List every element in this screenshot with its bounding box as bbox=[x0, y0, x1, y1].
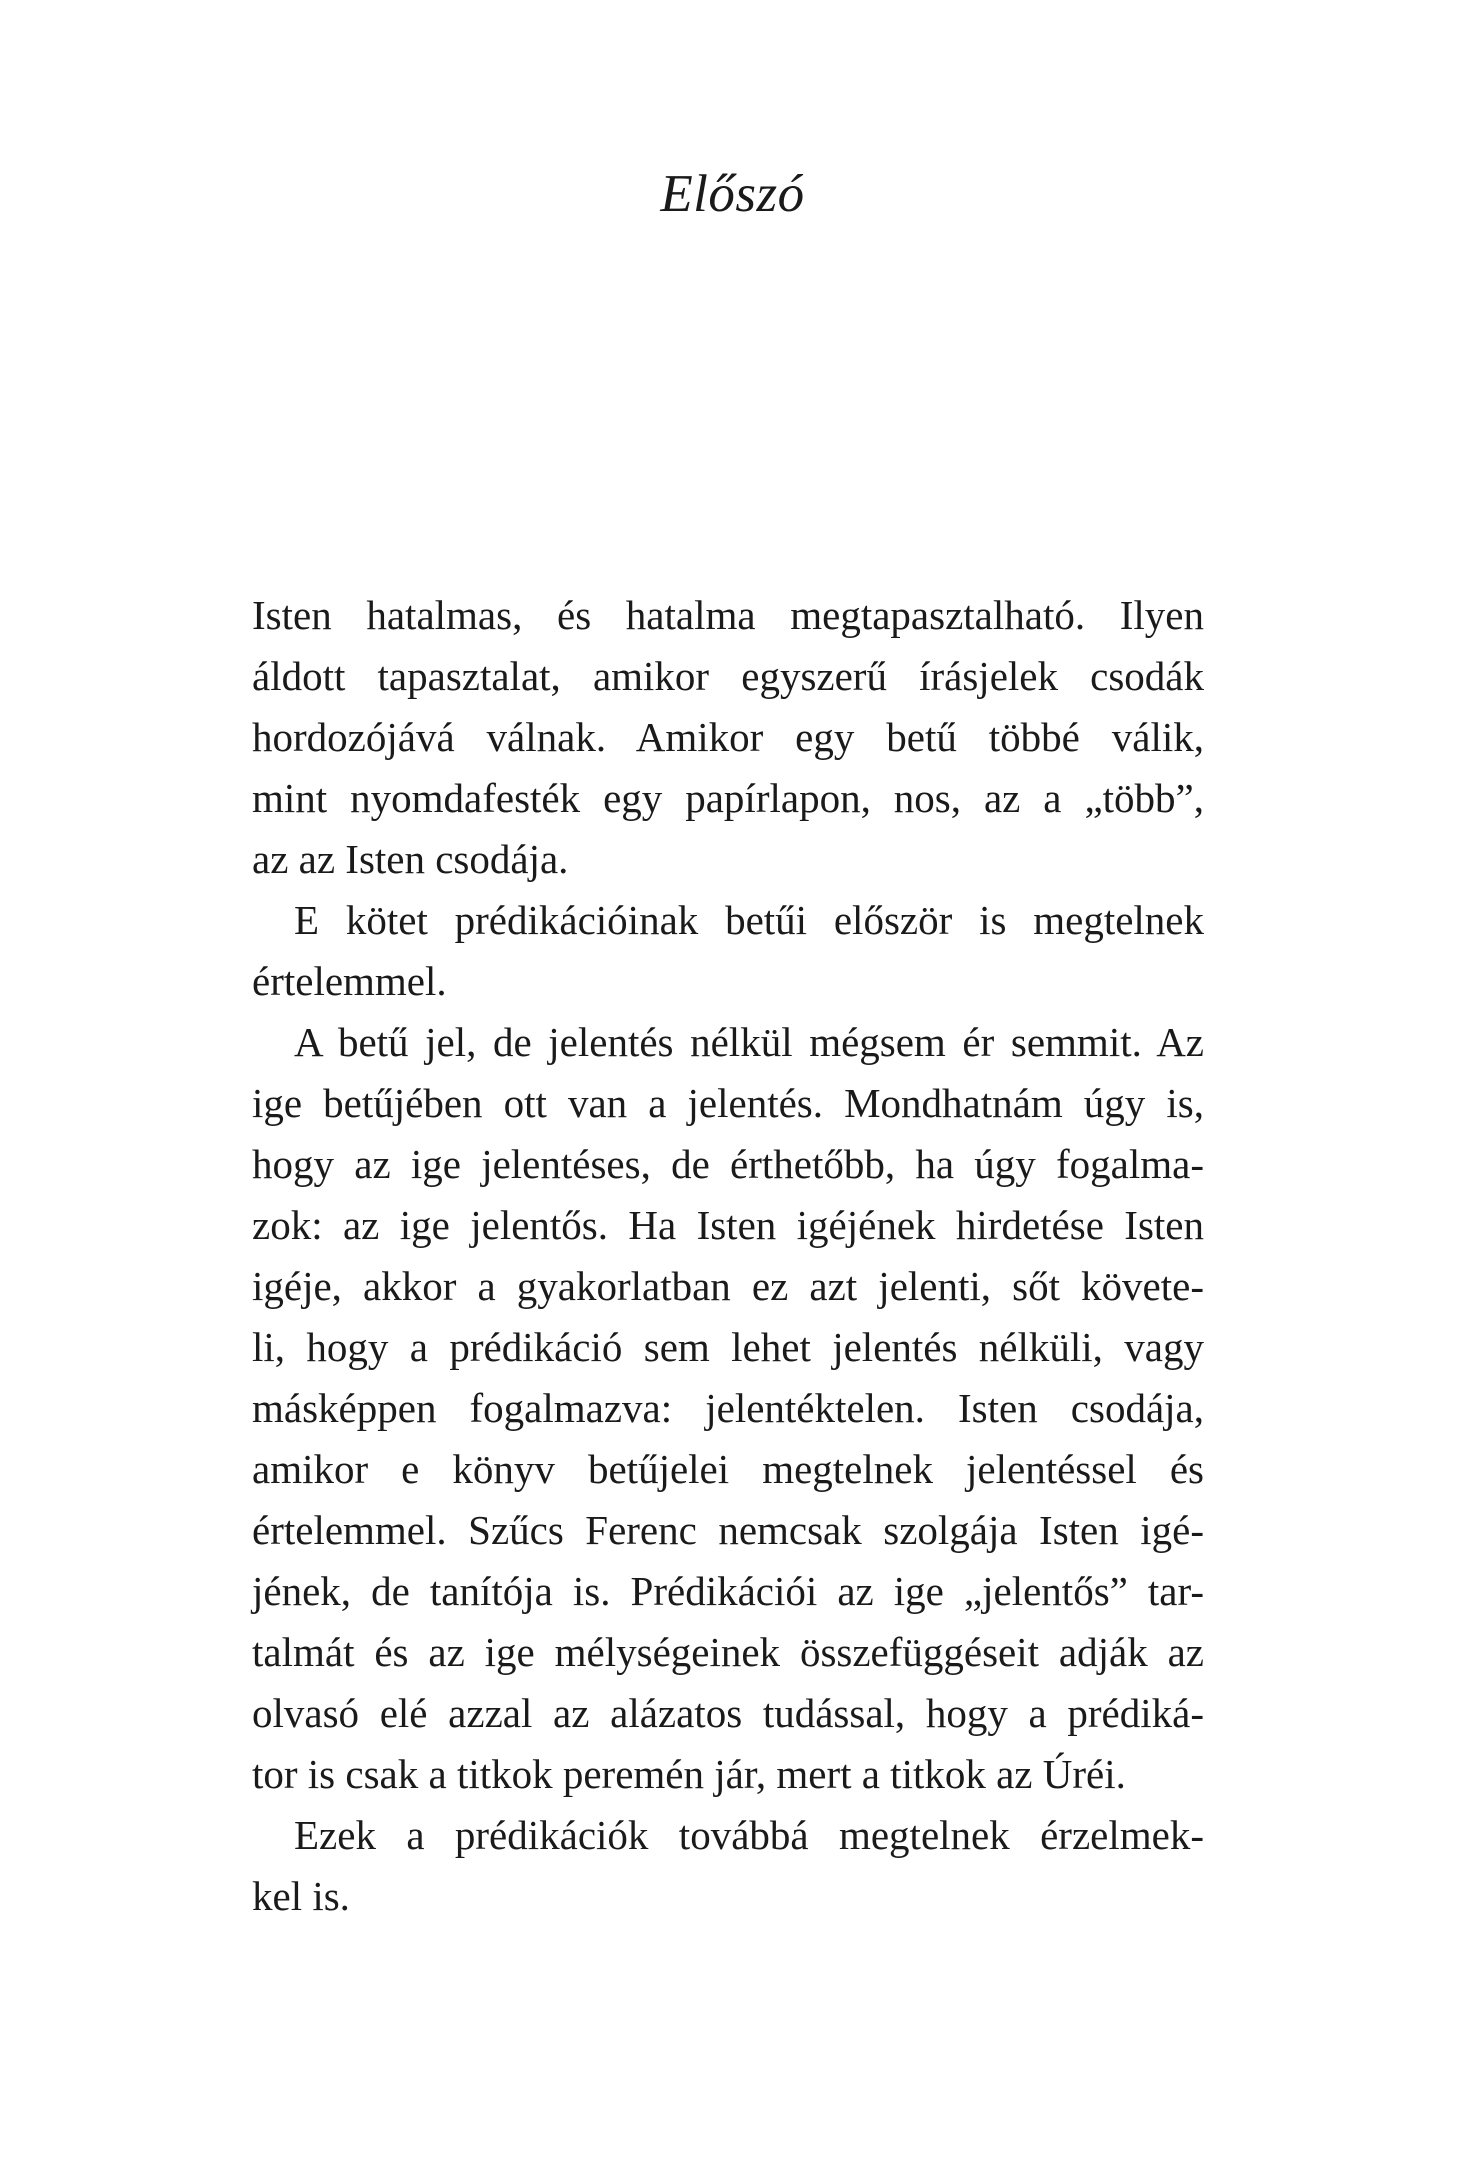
text-line: Isten hatalmas, és hatalma megtapasztalható. Ilyen bbox=[252, 592, 1204, 638]
page-title: Előszó bbox=[660, 165, 805, 223]
text-line: értelemmel. Szűcs Ferenc nemcsak szolgája Isten igé- bbox=[252, 1507, 1204, 1553]
paragraph bbox=[252, 1012, 1204, 1805]
text-line: másképpen fogalmazva: jelentéktelen. Isten csodája, bbox=[252, 1385, 1204, 1431]
text-line: tor is csak a titkok peremén jár, mert a titkok az Úréi. bbox=[252, 1751, 1126, 1797]
text-line: talmát és az ige mélységeinek összefüggéseit adják az bbox=[252, 1629, 1204, 1675]
text-line: ige betűjében ott van a jelentés. Mondhatnám úgy is, bbox=[252, 1080, 1204, 1126]
text-line: áldott tapasztalat, amikor egyszerű írásjelek csodák bbox=[252, 653, 1204, 699]
paragraph bbox=[252, 585, 1204, 890]
body-text bbox=[252, 585, 1204, 1927]
paragraph bbox=[252, 1805, 1204, 1927]
paragraph bbox=[252, 890, 1204, 1012]
text-line: kel is. bbox=[252, 1873, 350, 1919]
text-line: olvasó elé azzal az alázatos tudással, hogy a prédiká- bbox=[252, 1690, 1204, 1736]
text-line: li, hogy a prédikáció sem lehet jelentés nélküli, vagy bbox=[252, 1324, 1204, 1370]
text-line: A betű jel, de jelentés nélkül mégsem ér semmit. Az bbox=[294, 1019, 1204, 1065]
text-line: jének, de tanítója is. Prédikációi az ige „jelentős” tar- bbox=[252, 1568, 1204, 1614]
text-line: hordozójává válnak. Amikor egy betű többé válik, bbox=[252, 714, 1204, 760]
text-line: Ezek a prédikációk továbbá megtelnek érzelmek- bbox=[294, 1812, 1204, 1858]
text-line: értelemmel. bbox=[252, 958, 447, 1004]
text-line: zok: az ige jelentős. Ha Isten igéjének hirdetése Isten bbox=[252, 1202, 1204, 1248]
text-line: az az Isten csodája. bbox=[252, 836, 569, 882]
text-line: mint nyomdafesték egy papírlapon, nos, az a „több”, bbox=[252, 775, 1204, 821]
text-line: E kötet prédikációinak betűi először is megtelnek bbox=[294, 897, 1204, 943]
text-line: amikor e könyv betűjelei megtelnek jelentéssel és bbox=[252, 1446, 1204, 1492]
text-line: igéje, akkor a gyakorlatban ez azt jelenti, sőt követe- bbox=[252, 1263, 1204, 1309]
text-line: hogy az ige jelentéses, de érthetőbb, ha úgy fogalma- bbox=[252, 1141, 1204, 1187]
